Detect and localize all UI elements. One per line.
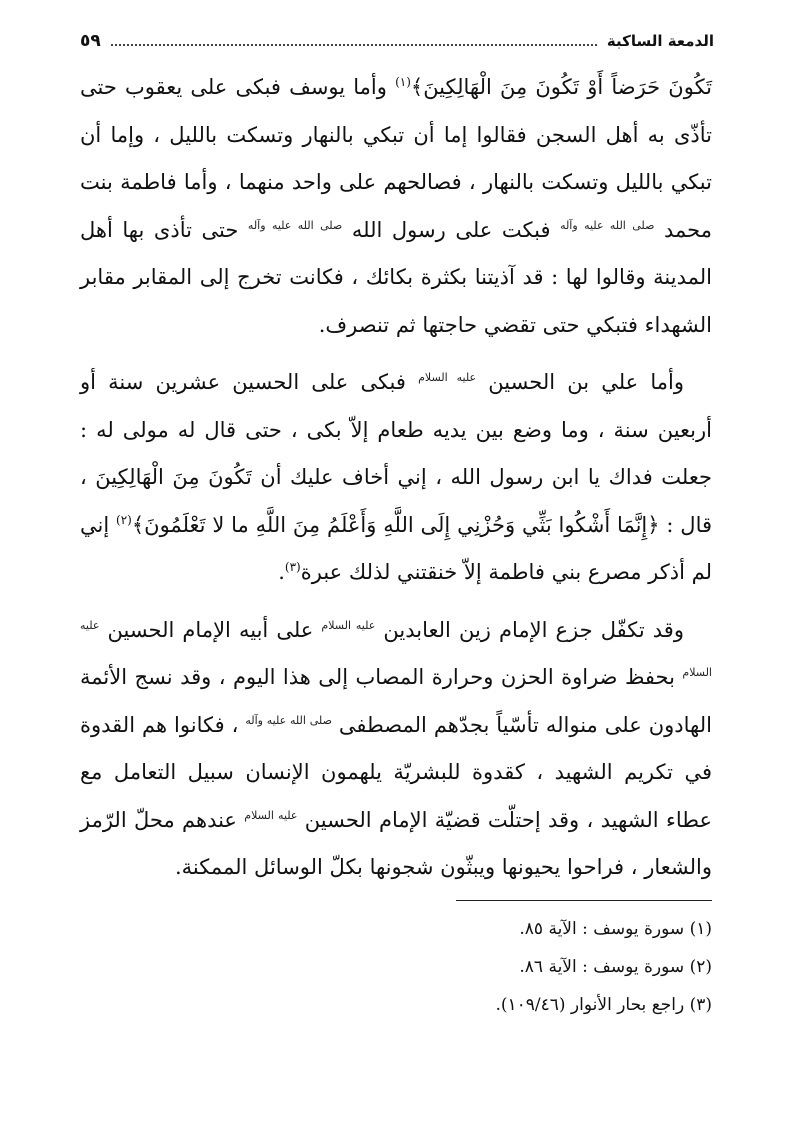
text-run: تَكُونَ حَرَضاً أَوْ تَكُونَ مِنَ الْهَالِكِينَ﴾ [410,75,713,99]
footnote-reference: (١) [395,75,411,89]
text-run: حتى تأذى بها أهل المدينة وقالوا لها : قد آذيتنا بكثرة بكائك ، فكانت تخرج إلى المقابر مقابر الشهداء فتبكي حتى تقضي حاجتها ثم تنصرف. [80,217,712,337]
honorific-mark: صلى الله عليه وآله [247,218,343,232]
paragraph [80,64,712,349]
text-run: عندهم محلّ الرّمز والشعار ، فراحوا يحيونها ويبثّون شجونها بكلّ الوسائل الممكنة. [80,807,712,879]
text-run: بحفظ ضراوة الحزن وحرارة المصاب إلى هذا اليوم ، وقد نسج الأئمة الهادون على منواله تأسّياً بجدّهم المصطفى [80,665,712,737]
paragraph [80,359,712,597]
honorific-mark: صلى الله عليه وآله [245,713,332,727]
text-run: ، فكانوا هم القدوة في تكريم الشهيد ، كقدوة للبشريّة يلهمون الإنسان سبيل التعامل مع عطاء الشهيد ، وقد إحتلّت قضيّة الإمام الحسين [80,712,712,832]
honorific-mark: عليه السلام [321,618,376,632]
text-run: على أبيه الإمام الحسين [99,617,322,642]
footnote: (٣) راجع بحار الأنوار (١٠٩/٤٦). [495,995,712,1015]
text-run: وأما علي بن الحسين [476,370,684,394]
page-number: ٥٩ [80,31,101,51]
footnote: (٢) سورة يوسف : الآية ٨٦. [519,957,712,977]
paragraph [80,607,712,892]
honorific-mark: عليه السلام [244,808,298,822]
text-run: إني لم أذكر مصرع بني فاطمة إلاّ خنقتني لذلك عبرة [80,512,712,584]
text-run: وأما يوسف فبكى على يعقوب حتى تأذّى به أهل السجن فقالوا إما أن تبكي بالنهار وتسكت بالليل ، وإما أن تبكي بالليل وتسكت بالنهار ، فصالحهم على واحد منهما ، وأما فاطمة بنت محمد [80,75,712,242]
footnote-separator [456,900,712,901]
main-text [80,64,712,892]
honorific-mark: عليه السلام [80,618,712,679]
footnote-reference: (٢) [116,512,132,527]
header-dotted-leader [111,36,597,46]
book-title: الدمعة الساكبة [606,32,714,50]
text-run: وقد تكفّل جزع الإمام زين العابدين [375,617,684,642]
honorific-mark: عليه السلام [418,371,477,384]
text-run: . [278,560,285,584]
footnotes [80,910,712,1024]
text-run: فبكت على رسول الله [342,217,561,242]
footnote-reference: (٣) [284,560,301,574]
running-header [80,28,714,54]
text-run: فبكى على الحسين عشرين سنة أو أربعين سنة ، وما وضع بين يديه طعام إلاّ بكى ، حتى قال له مولى له : جعلت فداك يا ابن رسول الله ، إني أخاف عليك أن تَكُونَ مِنَ الْهَالِكِينَ ، قال : ﴿إِنَّمَا أَشْكُوا بَثِّي وَحُزْنِي إِلَى اللَّهِ وَأَعْلَمُ مِنَ اللَّهِ ما لا تَعْلَمُونَ﴾ [80,370,713,537]
footnote: (١) سورة يوسف : الآية ٨٥. [519,919,712,939]
honorific-mark: صلى الله عليه وآله [560,218,655,232]
